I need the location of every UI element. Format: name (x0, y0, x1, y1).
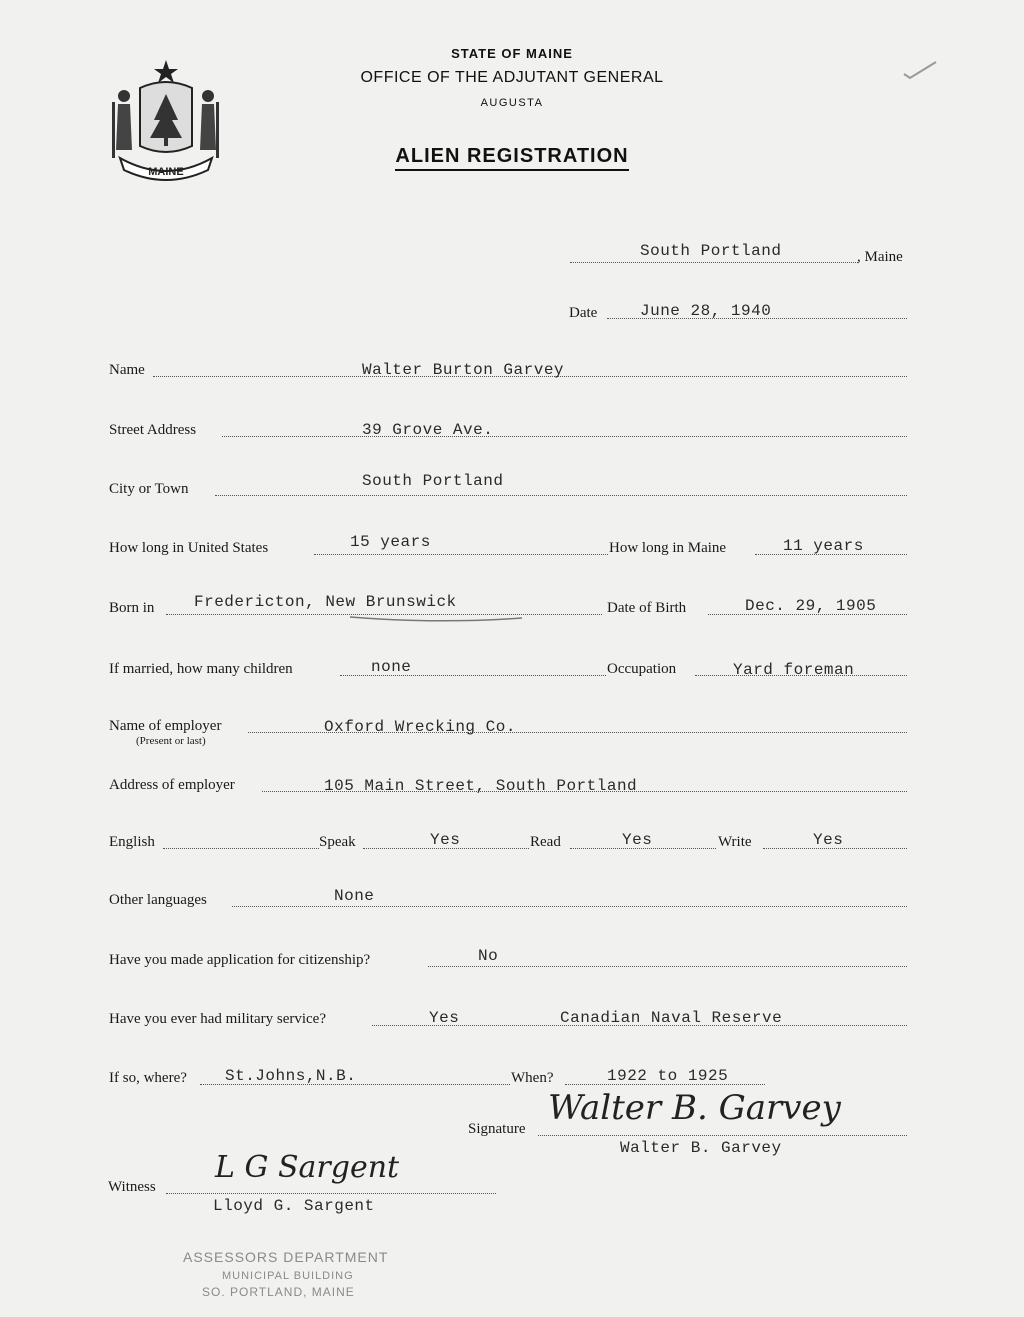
underline-stroke-icon (348, 614, 524, 624)
other-languages-value: None (334, 887, 375, 905)
place-value: South Portland (640, 242, 782, 260)
signature-line (538, 1135, 907, 1136)
other-languages-line (232, 906, 907, 907)
form-title (0, 145, 1024, 168)
signature-label: Signature (468, 1121, 526, 1137)
us-years-line (314, 554, 608, 555)
citizenship-label: Have you made application for citizenship? (109, 952, 371, 968)
city-label: City or Town (109, 481, 189, 497)
signature-typed: Walter B. Garvey (620, 1139, 782, 1157)
read-value: Yes (622, 831, 653, 849)
name-value: Walter Burton Garvey (362, 361, 565, 379)
us-years-label: How long in United States (109, 540, 269, 556)
city-value: South Portland (362, 472, 504, 490)
maine-years-label: How long in Maine (609, 540, 727, 556)
witness-script: L G Sargent (215, 1150, 400, 1185)
occupation-value: Yard foreman (733, 661, 855, 679)
form-title-text: ALIEN REGISTRATION (395, 145, 628, 171)
where-value: St.Johns,N.B. (225, 1067, 357, 1085)
maine-years-value: 11 years (783, 537, 864, 555)
read-label: Read (530, 834, 561, 850)
us-years-value: 15 years (350, 533, 431, 551)
speak-label: Speak (319, 834, 356, 850)
witness-label: Witness (108, 1179, 156, 1195)
born-value: Fredericton, New Brunswick (194, 593, 457, 611)
street-label: Street Address (109, 422, 197, 438)
stamp-line-3: SO. PORTLAND, MAINE (202, 1285, 355, 1299)
place-suffix: , Maine (857, 249, 903, 265)
dob-value: Dec. 29, 1905 (745, 597, 877, 615)
street-line (222, 436, 907, 437)
citizenship-line (428, 966, 907, 967)
place-line (570, 262, 858, 263)
when-value: 1922 to 1925 (607, 1067, 729, 1085)
when-label: When? (511, 1070, 554, 1086)
stamp-line-2: MUNICIPAL BUILDING (222, 1270, 354, 1282)
date-value: June 28, 1940 (640, 302, 772, 320)
date-label: Date (569, 305, 598, 321)
witness-typed: Lloyd G. Sargent (213, 1197, 375, 1215)
children-value: none (371, 658, 412, 676)
header-city: AUGUSTA (480, 97, 544, 109)
speak-value: Yes (430, 831, 461, 849)
where-label: If so, where? (109, 1070, 187, 1086)
name-label: Name (109, 362, 145, 378)
military-value: Yes (429, 1009, 460, 1027)
employer-sublabel: (Present or last) (136, 735, 206, 747)
check-mark-icon (902, 60, 938, 80)
city-line (215, 495, 907, 496)
employer-label: Name of employer (109, 718, 222, 734)
seal-text: MAINE (148, 166, 184, 178)
occupation-label: Occupation (607, 661, 677, 677)
children-label: If married, how many children (109, 661, 293, 677)
military-detail: Canadian Naval Reserve (560, 1009, 783, 1027)
english-line (163, 848, 319, 849)
street-value: 39 Grove Ave. (362, 421, 494, 439)
write-label: Write (718, 834, 752, 850)
citizenship-value: No (478, 947, 499, 965)
english-label: English (109, 834, 155, 850)
born-label: Born in (109, 600, 155, 616)
military-label: Have you ever had military service? (109, 1011, 326, 1027)
header-state: STATE OF MAINE (451, 46, 573, 61)
dob-label: Date of Birth (607, 600, 687, 616)
header-office: OFFICE OF THE ADJUTANT GENERAL (360, 69, 664, 86)
other-languages-label: Other languages (109, 892, 207, 908)
signature-script: Walter B. Garvey (548, 1088, 841, 1128)
write-value: Yes (813, 831, 844, 849)
employer-value: Oxford Wrecking Co. (324, 718, 516, 736)
stamp-line-1: ASSESSORS DEPARTMENT (183, 1249, 389, 1265)
witness-line (166, 1193, 496, 1194)
employer-address-value: 105 Main Street, South Portland (324, 777, 638, 795)
employer-address-label: Address of employer (109, 777, 235, 793)
